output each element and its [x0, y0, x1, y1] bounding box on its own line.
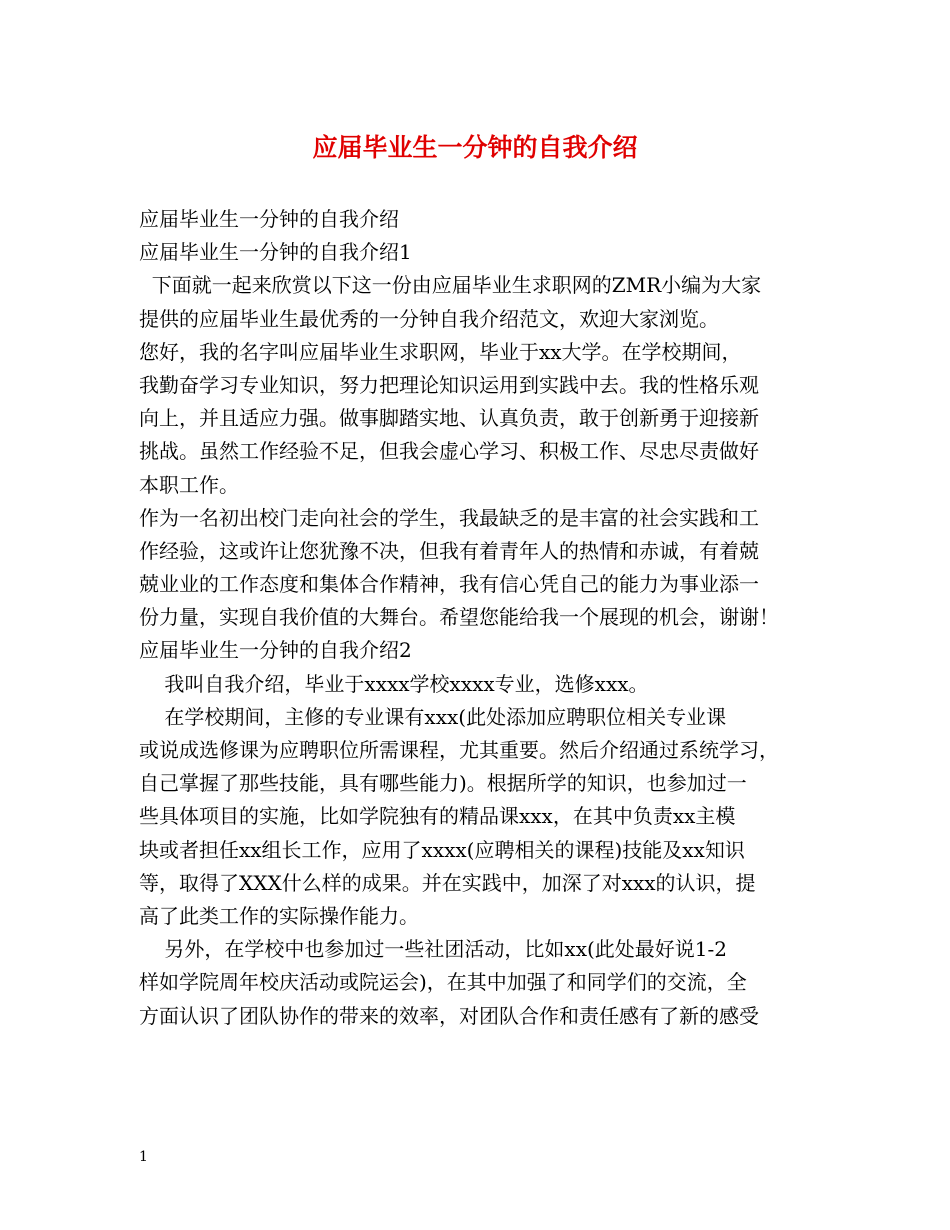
- document-body: [139, 203, 819, 1033]
- body-line: 应届毕业生一分钟的自我介绍2: [139, 638, 412, 663]
- body-line: 另外，在学校中也参加过一些社团活动，比如xx(此处最好说1-2: [139, 937, 727, 962]
- body-line: 在学校期间，主修的专业课有xxx(此处添加应聘职位相关专业课: [139, 704, 727, 729]
- body-line: 高了此类工作的实际操作能力。: [139, 903, 419, 928]
- body-line: 应届毕业生一分钟的自我介绍: [139, 207, 399, 231]
- body-line: 方面认识了团队协作的带来的效率，对团队合作和责任感有了新的感受: [139, 1003, 759, 1028]
- body-line: 自己掌握了那些技能，具有哪些能力)。根据所学的知识，也参加过一: [139, 771, 747, 796]
- body-line: 下面就一起来欣赏以下这一份由应届毕业生求职网的ZMR小编为大家: [139, 273, 762, 298]
- body-line: 挑战。虽然工作经验不足，但我会虚心学习、积极工作、尽忠尽责做好: [139, 439, 759, 464]
- body-line: 或说成选修课为应聘职位所需课程，尤其重要。然后介绍通过系统学习，: [139, 738, 779, 762]
- document-title: 应届毕业生一分钟的自我介绍: [312, 133, 638, 162]
- body-line: 提供的应届毕业生最优秀的一分钟自我介绍范文，欢迎大家浏览。: [139, 306, 719, 331]
- body-line: 应届毕业生一分钟的自我介绍1: [139, 240, 412, 265]
- body-line: 些具体项目的实施，比如学院独有的精品课xxx，在其中负责xx主模: [139, 804, 736, 829]
- body-line: 我叫自我介绍，毕业于xxxx学校xxxx专业，选修xxx。: [139, 671, 649, 696]
- body-line: 我勤奋学习专业知识，努力把理论知识运用到实践中去。我的性格乐观: [139, 372, 759, 397]
- body-line: 份力量，实现自我价值的大舞台。希望您能给我一个展现的机会，谢谢！: [139, 605, 779, 630]
- body-line: 作为一名初出校门走向社会的学生，我最缺乏的是丰富的社会实践和工: [139, 505, 759, 530]
- body-line: 向上，并且适应力强。做事脚踏实地、认真负责，敢于创新勇于迎接新: [139, 406, 759, 431]
- body-line: 您好，我的名字叫应届毕业生求职网，毕业于xx大学。在学校期间，: [139, 339, 742, 364]
- body-line: 样如学院周年校庆活动或院运会)，在其中加强了和同学们的交流，全: [139, 970, 747, 995]
- body-line: 本职工作。: [139, 472, 239, 497]
- body-line: 作经验，这或许让您犹豫不决，但我有着青年人的热情和赤诚，有着兢: [139, 538, 759, 563]
- page-number: 1: [139, 1149, 148, 1165]
- body-line: 兢业业的工作态度和集体合作精神，我有信心凭自己的能力为事业添一: [139, 572, 759, 597]
- body-line: 块或者担任xx组长工作，应用了xxxx(应聘相关的课程)技能及xx知识: [139, 837, 745, 862]
- body-line: 等，取得了XXX什么样的成果。并在实践中，加深了对xxx的认识，提: [139, 870, 756, 895]
